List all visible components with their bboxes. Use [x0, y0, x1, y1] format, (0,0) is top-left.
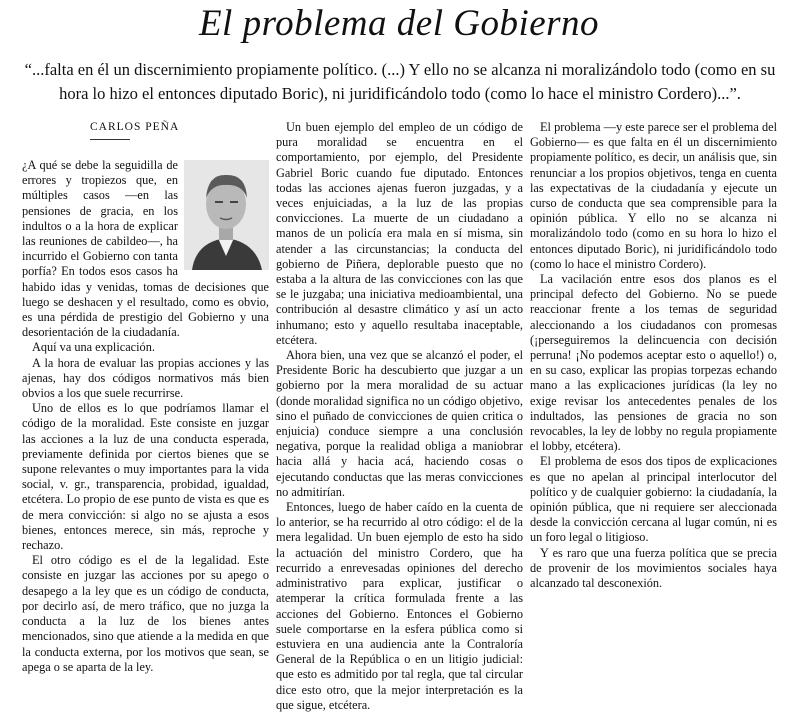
- column-2: [276, 120, 523, 713]
- paragraph-7: Ahora bien, una vez que se alcanzó el poder, el Presidente Boric ha descubierto que juzgar a un gobierno por la mera moralidad de su actuar (donde moralidad significa no un código objetivo, sino el puñado de convicciones de quien critica o enjuicia) conduce siempre a una conclusión negativa, porque la realidad obliga a maniobrar hacia allá y hacia acá, haciendo cosas o ejecutando conductas que las meras convicciones no admitirían.: [276, 348, 523, 499]
- paragraph-6: Un buen ejemplo del empleo de un código de pura moralidad se encuentra en el comportamiento, por ejemplo, del Presidente Gabriel Boric cuando fue diputado. Entonces todas las acciones ajenas fueron juzgadas, y a veces enjuiciadas, a la luz de las propias convicciones. La muerte de un ciudadano a manos de un policía era mala en sí misma, sin atender a las circunstancias; la conducta del gobierno de Piñera, deplorable puesto que no estaba a la altura de las convicciones con las que se le juzgaba; una iniciativa medioambiental, una contribución al desastre climático y así un acto inhumano; esto y aquello resultaba inaceptable, etcétera.: [276, 120, 523, 347]
- author-portrait-icon: [184, 160, 269, 270]
- paragraph-2: Aquí va una explicación.: [32, 340, 155, 355]
- paragraph-8: Entonces, luego de haber caído en la cuenta de lo anterior, se ha recurrido al otro código: el de la mera legalidad. Un buen ejemplo de esto ha sido la actuación del ministro Cordero, que ha recurrido a enrevesadas opiniones del derecho administrativo para explicar, justificar o atemperar la crítica formulada frente a las acciones del Gobierno. Entonces el Gobierno suele comportarse en la esfera pública como si estuviera en una audiencia ante la Contraloría General de la República o en un litigio judicial: que esto es admitido por tal regla, que tal circular dice esto otro, que la mejor interpretación es la que sigue, etcétera.: [276, 500, 523, 712]
- paragraph-11: El problema de esos dos tipos de explicaciones es que no apelan al principal interlocutor del político y de cualquier gobierno: la ciudadanía, la opinión pública, que ni requiere ser aleccionada desde la convicción cercana al lugar común, ni es un foro legal o litigioso.: [530, 454, 777, 545]
- paragraph-4: Uno de ellos es lo que podríamos llamar el código de la moralidad. Este consiste en juzgar las acciones a la luz de una conducta esperada, previamente definida por ciertos bienes que se supone relevantes o muy importantes para la vida social, v. gr., transparencia, probidad, igualdad, etcétera. Lo propio de ese punto de vista es que es de mera convicción: si algo no se ajusta a esos bienes, entonces merece, sin más, reproche y rechazo.: [22, 401, 269, 553]
- paragraph-12: Y es raro que una fuerza política que se precia de provenir de los movimientos sociales haya alcanzado tal desconexión.: [530, 545, 777, 591]
- headline: El problema del Gobierno: [198, 3, 600, 44]
- column-1: [22, 120, 269, 675]
- pull-quote: “...falta en él un discernimiento propiamente político. (...) Y ello no se alcanza ni moralizándolo todo (como en su hora lo hizo el entonces diputado Boric), ni juridificándolo todo (como lo hace el ministro Cordero)...”.: [24, 60, 776, 103]
- byline-rule: [90, 139, 130, 140]
- byline: CARLOS PEÑA: [90, 121, 180, 133]
- column-3: [530, 120, 777, 591]
- paragraph-10: La vacilación entre esos dos planos es el principal defecto del Gobierno. No se puede reaccionar frente a los temas de seguridad aleccionando a los ciudadanos con promesas (¡perseguiremos la delincuencia con decisión perruna! ¡No podemos aceptar esto o aquello!) o, en su caso, explicar las propias torpezas echando mano a las explicaciones jurídicas (la ley no exige revisar los antecedentes penales de los indultados, las pensiones de gracia no son revocables, la ley de lobby no regula propiamente el lobby, etcétera).: [530, 272, 777, 454]
- paragraph-9: El problema —y este parece ser el problema del Gobierno— es que falta en él un discernimiento propiamente político, es decir, un análisis que, sin renunciar a los propios objetivos, tenga en cuenta las expectativas de la ciudadanía y ejecute un curso de conducta que sea comprensible para la opinión pública. Y ello no se alcanza ni moralizándolo todo (como en su hora lo hizo el entonces diputado Boric), ni juridificándolo todo (como lo hace el ministro Cordero).: [530, 120, 777, 271]
- paragraph-1: ¿A qué se debe la seguidilla de errores y tropiezos que, en múltiples casos —en las pensiones de gracia, en los indultos o a la hora de explicar las reuniones de cabildeo—, ha incurrido el Gobierno con tanta porfía? En todos esos casos ha habido idas y venidas, tomas de decisiones que luego se deshacen y el resultado, como es obvio, es una pérdida de prestigio del Gobierno y una desorientación de la ciudadanía.: [22, 158, 269, 340]
- paragraph-5: El otro código es el de la legalidad. Este consiste en juzgar las acciones por su apego o desapego a la ley que es un código de conducta, por decirlo así, de mero tráfico, que no juzga la conducta a la luz de los bienes antes mencionados, sino que atiende a la medida en que la conducta externa, por los motivos que sean, se apega o se aparta de la ley.: [22, 553, 269, 674]
- paragraph-3: A la hora de evaluar las propias acciones y las ajenas, hay dos códigos normativos más bien obvios a los que suele recurrirse.: [22, 355, 269, 401]
- author-portrait: [184, 160, 269, 270]
